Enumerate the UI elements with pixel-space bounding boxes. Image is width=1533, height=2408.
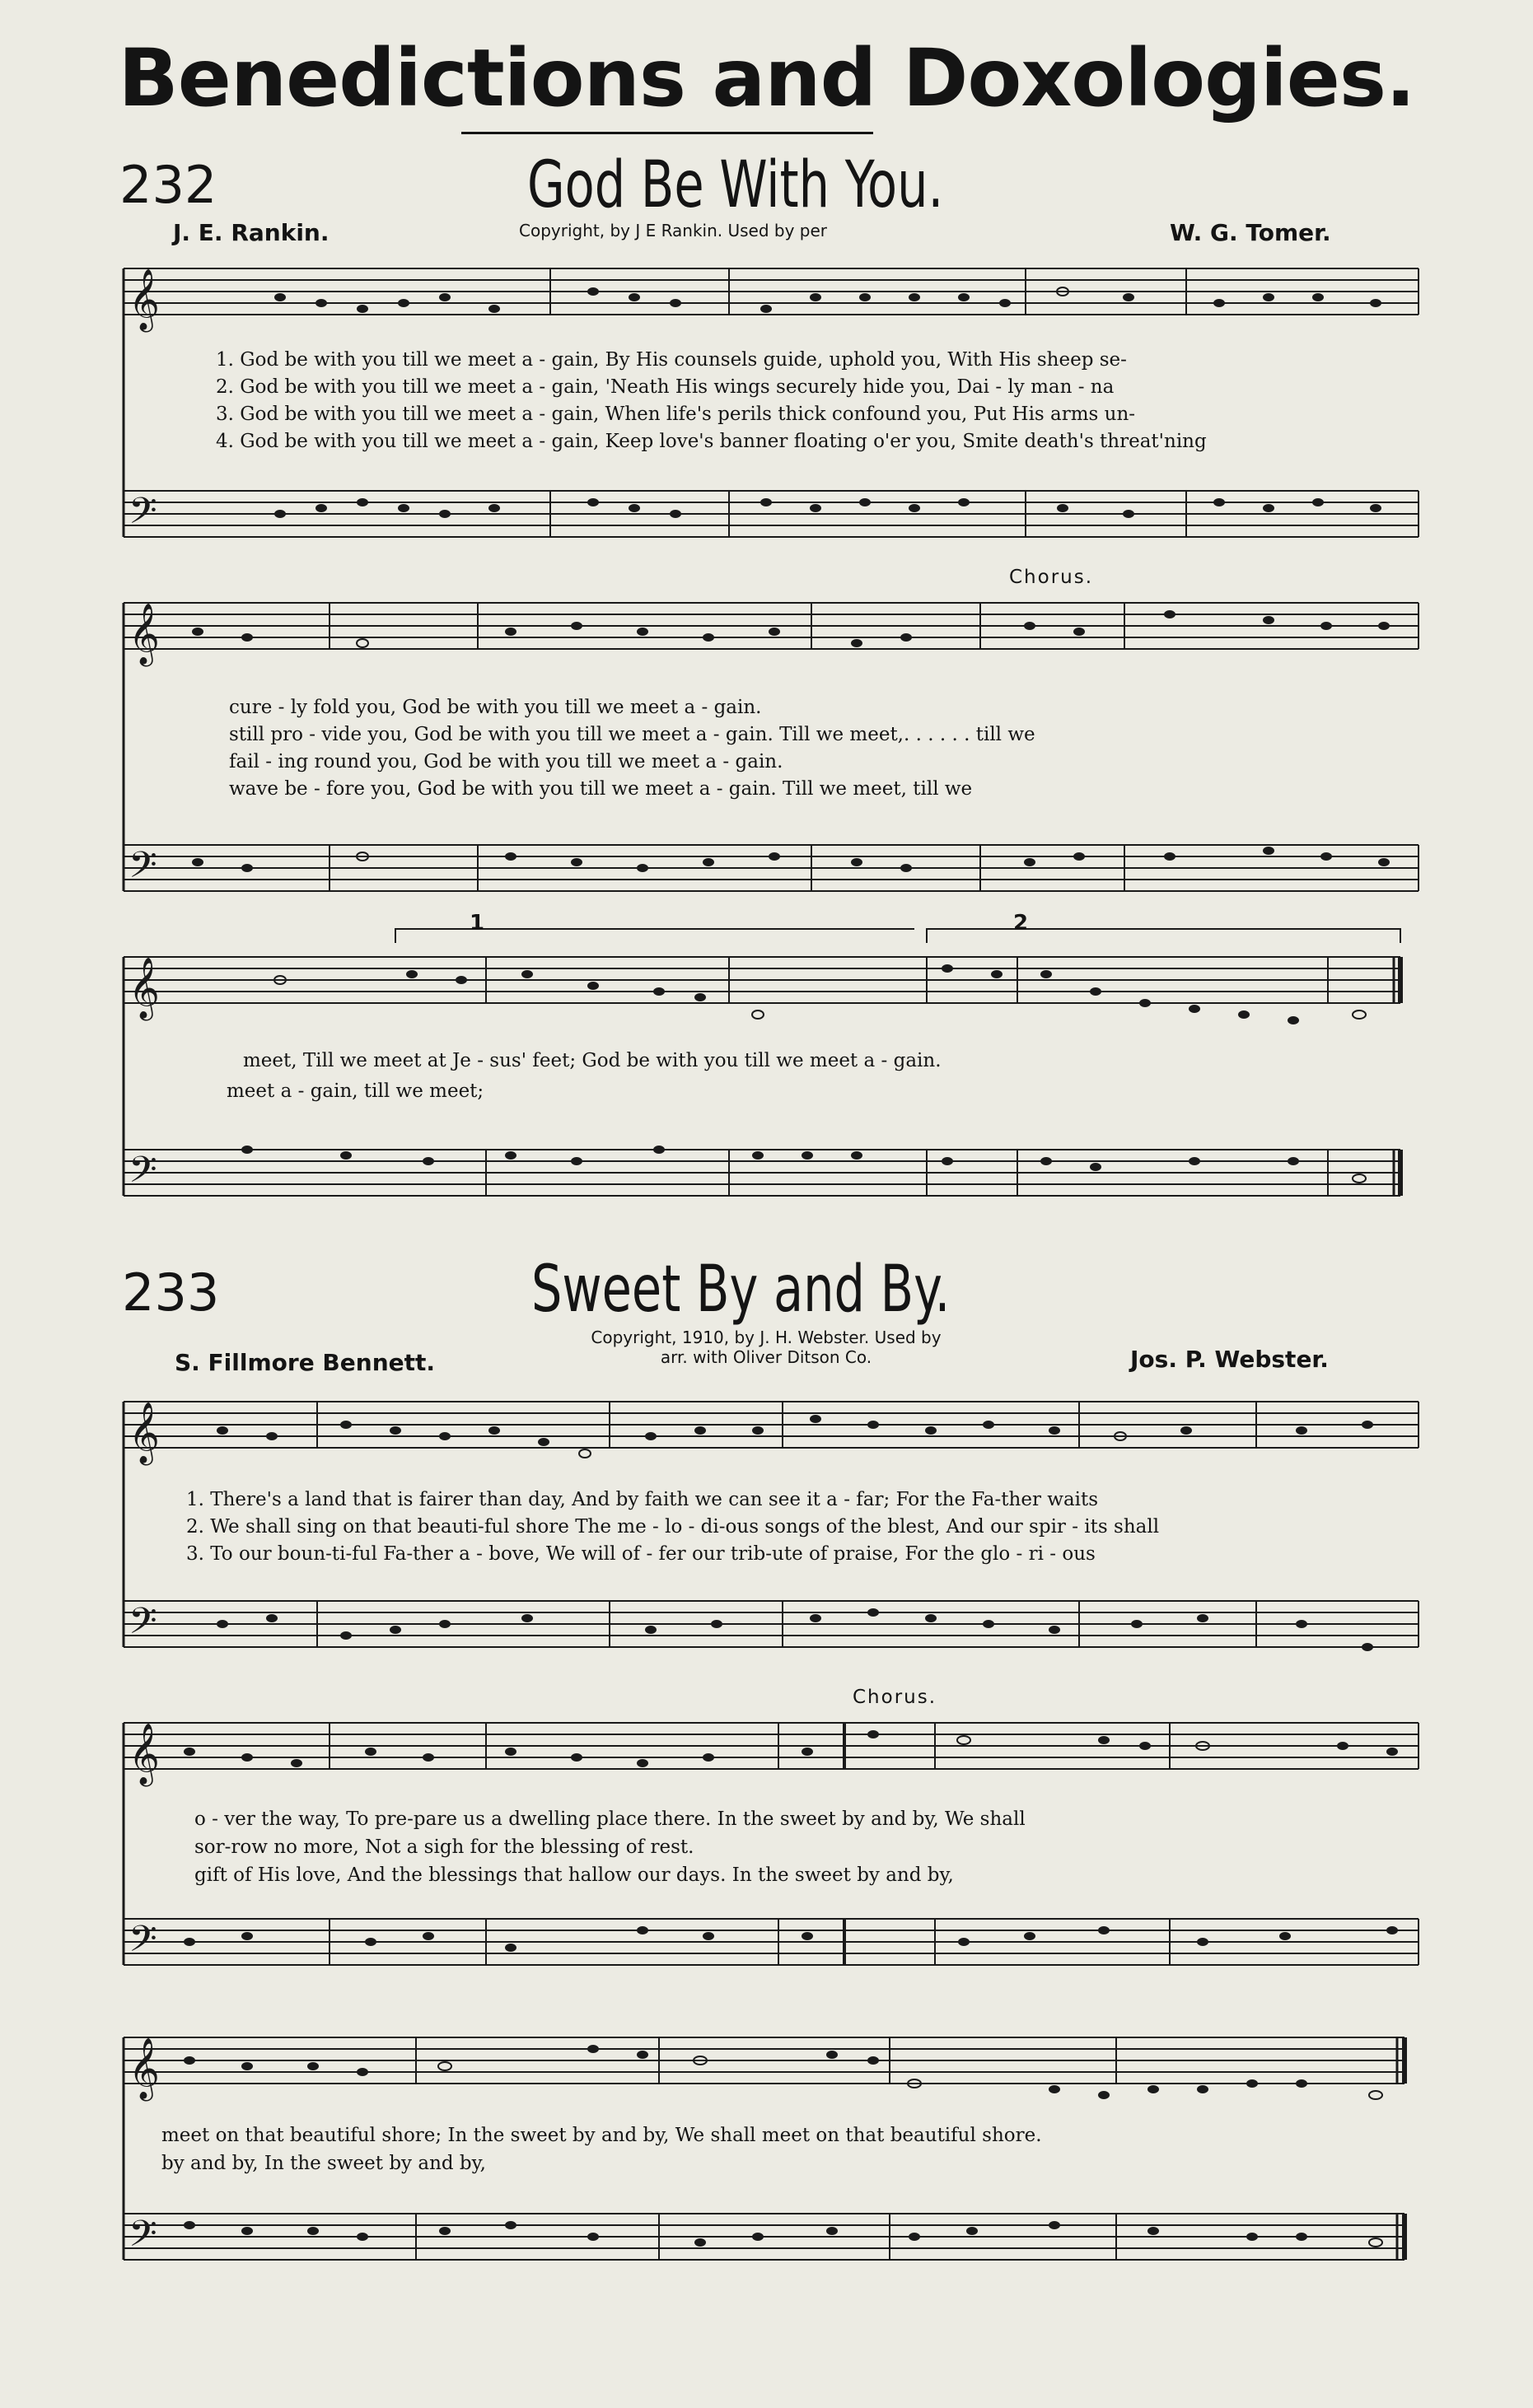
h233-treble-clef-2: 𝄞 — [129, 1724, 160, 1785]
h233-s3-line-2: by and by, In the sweet by and by, — [161, 2153, 486, 2174]
h232-s1-verse-2: 2. God be with you till we meet a - gain, 'Neath His wings securely hide you, Dai - ly man - na — [216, 376, 1115, 398]
hymn-233-author: S. Fillmore Bennett. — [175, 1349, 436, 1376]
h233-chorus-label: Chorus. — [853, 1687, 937, 1708]
h232-chorus-label: Chorus. — [1009, 567, 1094, 588]
hymn-232-composer: W. G. Tomer. — [1170, 219, 1331, 246]
h233-s3-bass-staff — [124, 2214, 1404, 2260]
h233-s1-verse-2: 2. We shall sing on that beauti-ful shore The me - lo - di-ous songs of the blest, And our spir - its shall — [186, 1516, 1160, 1538]
h232-bass-clef-1: 𝄢 — [129, 489, 157, 541]
h232-s2-verse-1: cure - ly fold you, God be with you till we meet a - gain. — [229, 697, 762, 718]
hymn-232-copyright: Copyright, by J E Rankin. Used by per — [519, 221, 828, 240]
hymn-233-clefs — [129, 1402, 160, 2264]
h233-s1-verse-1: 1. There's a land that is fairer than day, And by faith we can see it a - far; For the Fa-ther waits — [186, 1489, 1099, 1510]
h232-bass-clef-3: 𝄢 — [129, 1148, 157, 1200]
h232-treble-clef-2: 𝄞 — [129, 604, 160, 665]
hymn-233-composer: Jos. P. Webster. — [1130, 1346, 1329, 1373]
h232-ending-2: 2 — [1013, 911, 1029, 936]
h232-bass-clef-2: 𝄢 — [129, 843, 157, 895]
h232-treble-clef-1: 𝄞 — [129, 269, 160, 330]
h233-bass-clef-3: 𝄢 — [129, 2212, 157, 2264]
h233-s3-line-1: meet on that beautiful shore; In the sweet by and by, We shall meet on that beautiful shore. — [161, 2125, 1042, 2146]
h232-s3-line-2: meet a - gain, till we meet; — [227, 1080, 484, 1102]
h233-treble-clef-1: 𝄞 — [129, 1402, 160, 1463]
h232-s1-verse-4: 4. God be with you till we meet a - gain, Keep love's banner floating o'er you, Smite death's threat'ning — [216, 431, 1207, 452]
hymn-232-author: J. E. Rankin. — [173, 219, 330, 246]
h233-s1-verse-3: 3. To our boun-ti-ful Fa-ther a - bove, We will of - fer our trib-ute of praise, For the glo - ri - ous — [186, 1543, 1096, 1565]
h232-s2-verse-3: fail - ing round you, God be with you till we meet a - gain. — [229, 751, 783, 772]
h232-s3-line-1: meet, Till we meet at Je - sus' feet; God be with you till we meet a - gain. — [243, 1050, 942, 1071]
hymn-233-copyright-1: Copyright, 1910, by J. H. Webster. Used by — [591, 1328, 942, 1347]
h232-s1-verse-3: 3. God be with you till we meet a - gain, When life's perils thick confound you, Put His arms un- — [216, 404, 1136, 425]
h233-bass-clef-1: 𝄢 — [129, 1599, 157, 1651]
h233-s3-treble-staff — [124, 2037, 1404, 2084]
h232-s2-verse-4: wave be - fore you, God be with you till we meet a - gain. Till we meet, till we — [229, 778, 973, 800]
hymn-233-number: 233 — [122, 1262, 220, 1323]
h232-s2-verse-2: still pro - vide you, God be with you till we meet a - gain. Till we meet,. . . . . . till we — [229, 724, 1035, 745]
hymn-233-copyright-2: arr. with Oliver Ditson Co. — [660, 1347, 872, 1367]
h233-s2-verse-2: sor-row no more, Not a sigh for the blessing of rest. — [194, 1836, 694, 1858]
h233-bass-clef-2: 𝄢 — [129, 1917, 157, 1969]
h233-s2-verse-3: gift of His love, And the blessings that hallow our days. In the sweet by and by, — [194, 1864, 954, 1886]
section-title: Benedictions and Doxologies. — [118, 32, 1415, 124]
h233-s2-verse-1: o - ver the way, To pre-pare us a dwelling place there. In the sweet by and by, We shall — [194, 1808, 1026, 1830]
h232-ending-1: 1 — [470, 911, 485, 936]
h233-s2-bass-staff — [124, 1919, 1418, 1965]
hymn-233-title: Sweet By and By. — [531, 1253, 951, 1327]
hymn-233-noteheads — [184, 1415, 1398, 2247]
h233-s2-treble-staff — [124, 1723, 1418, 1769]
hymn-232-number: 232 — [119, 155, 217, 215]
h232-treble-clef-3: 𝄞 — [129, 958, 160, 1019]
h233-treble-clef-3: 𝄞 — [129, 2038, 160, 2099]
hymn-232-title: God Be With You. — [527, 148, 944, 222]
h232-s1-verse-1: 1. God be with you till we meet a - gain, By His counsels guide, uphold you, With His sheep se- — [216, 349, 1127, 371]
